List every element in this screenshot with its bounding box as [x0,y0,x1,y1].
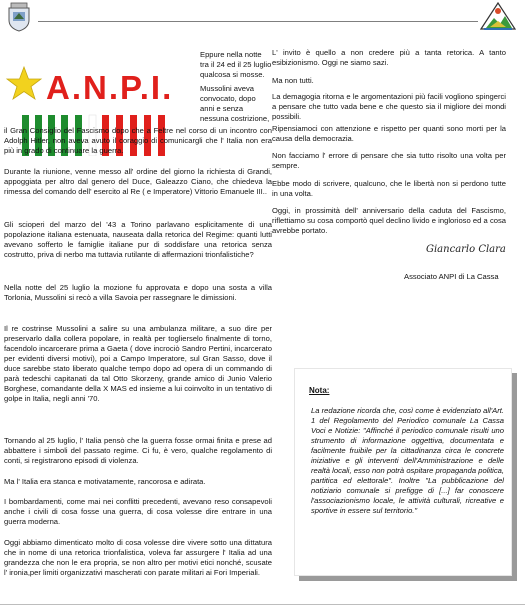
left-paragraph-4: Nella notte del 25 luglio la mozione fu approvata e dopo una sosta a villa Torlonia, Mussolini si recò a villa Savoia per rassegnare le dimissioni. [4,283,272,302]
intro-line: tra il 24 ed il 25 luglio [200,60,272,69]
intro-line: Eppure nella notte [200,50,262,59]
right-paragraph-6: Ebbe modo di scrivere, qualcuno, che le libertà non si perdono tutte in una volta. [272,179,506,198]
left-paragraph-3: Gli scioperi del marzo del '43 a Torino parlavano esplicitamente di una popolazione italiana estenuata, nauseata dalla retorica del Regime: quanti lutti avevano sofferto le famiglie italiane pur di soddisfare una retorica senza costrutto, priva di nerbo ma tuttavia rutilante di affermazioni trionfalistiche? [4,220,272,259]
logo-text: A.N.P.I. [46,69,174,106]
mountain-logo-icon [478,0,518,32]
right-paragraph-3: La demagogia ritorna e le argomentazioni più facili vogliono spingerci a pensare che tutto vada bene e che questo sia il migliore dei mondi possibili. [272,92,506,121]
right-paragraph-2: Ma non tutti. [272,76,314,85]
mussolini-line: Mussolini aveva [200,84,255,93]
author-association: Associato ANPI di La Cassa [404,272,499,281]
note-text: La redazione ricorda che, così come è evidenziato all'Art. 1 del Regolamento del Periodico comunale La Cassa Voci e Notizie: "Affinché il periodico comunale risulti uno strumento di informazione oggettiva, documentata e facilmente fruibile per la cittadinanza circa le concrete iniziative e gli interventi dell'Amministrazione e delle realtà locali, esso non potrà ospitare propaganda politica, partitica ed elettorale". Inoltre "La pubblicazione del notiziario comunale si prefigge di [...] far conoscere l'associazionismo locale, le attività culturali, ricreative e sportive in essere sul territorio." [311,406,504,515]
mussolini-line: anni e senza [200,104,244,113]
right-paragraph-7: Oggi, in prossimità dell' anniversario della caduta del Fascismo, riflettiamo su cosa comportò quel declino livido e inglorioso ed a cosa avrebbe portato. [272,206,506,235]
mussolini-line: convocato, dopo [200,94,256,103]
left-paragraph-2: Durante la riunione, venne messo all' ordine del giorno la richiesta di Grandi, appoggiata per altro dal genero del Duce, Galeazzo Ciano, che chiedeva la rimessa del comando dell' esercito al Re ( e Imperatore) Vittorio Emanuele III.. [4,167,272,196]
mussolini-line: nessuna costrizione, [200,114,270,123]
bottom-divider [0,604,525,605]
intro-block [200,50,272,80]
right-paragraph-1: L' invito è quello a non credere più a tanta retorica. A tanto esibizionismo. Oggi ne siamo sazi. [272,48,506,67]
left-paragraph-7: Ma l' Italia era stanca e motivatamente, rancorosa e adirata. [4,477,206,486]
left-paragraph-8: I bombardamenti, come mai nei conflitti precedenti, avevano reso consapevoli anche i civili di cosa fosse una guerra, di cosa volesse dire entrare in una guerra moderna. [4,497,272,526]
header-divider [38,21,478,22]
left-paragraph-5: Il re costrinse Mussolini a salire su una ambulanza militare, a suo dire per preservarlo dalla collera popolare, in realtà per toglierselo finalmente di torno, facendolo incarcerare prima a Gaeta ( dove incrociò Sandro Pertini, incarcerato per evidenti diversi motivi), poi a Campo Imperatore, sul Gran Sasso, dove il duce sarebbe stato liberato qualche tempo dopo ad opera di un commando di parà tedeschi capitanati da tal Otto Skorzeny, grande amico di Junio Valerio Borghese, comandante della X MAS ed insieme a lui coinvolto in un tentativo di golpe in Italia, negli anni '70. [4,324,272,403]
left-paragraph-6: Tornando al 25 luglio, l' Italia pensò che la guerra fosse ormai finita e prese ad abbattere i simboli del passato regime. Ci fu, è vero, qualche regolamento di conti, si registrarono episodi di violenza. [4,436,272,465]
municipal-crest-icon [5,2,33,32]
note-title: Nota: [309,386,330,395]
intro-line: qualcosa si mosse. [200,70,265,79]
left-paragraph-1-rest: il Gran Consiglio del Fascismo dopo che a Feltre nel corso di un incontro con Adolph Hitler, non aveva avuto il coraggio di comunicargli che l' Italia non era più in grado di continuare la guerra. [4,126,272,155]
mussolini-block [200,84,272,124]
author-signature: Giancarlo Clara [426,244,506,255]
right-paragraph-5: Non facciamo l' errore di pensare che sia tutto risolto una volta per sempre. [272,151,506,170]
left-paragraph-9: Oggi abbiamo dimenticato molto di cosa volesse dire vivere sotto una dittatura che in nome di una retorica trionfalistica, voleva far assurgere l' Italia ad una grandezza che non le era propria, se non altro per motivi etici nonché, scusate l' ironia,per limiti organizzativi mascherati con parate militari ai Fori Imperiali. [4,538,272,577]
right-paragraph-4: Ripensiamoci con attenzione e rispetto per quanti sono morti per la causa della democrazia. [272,124,506,143]
